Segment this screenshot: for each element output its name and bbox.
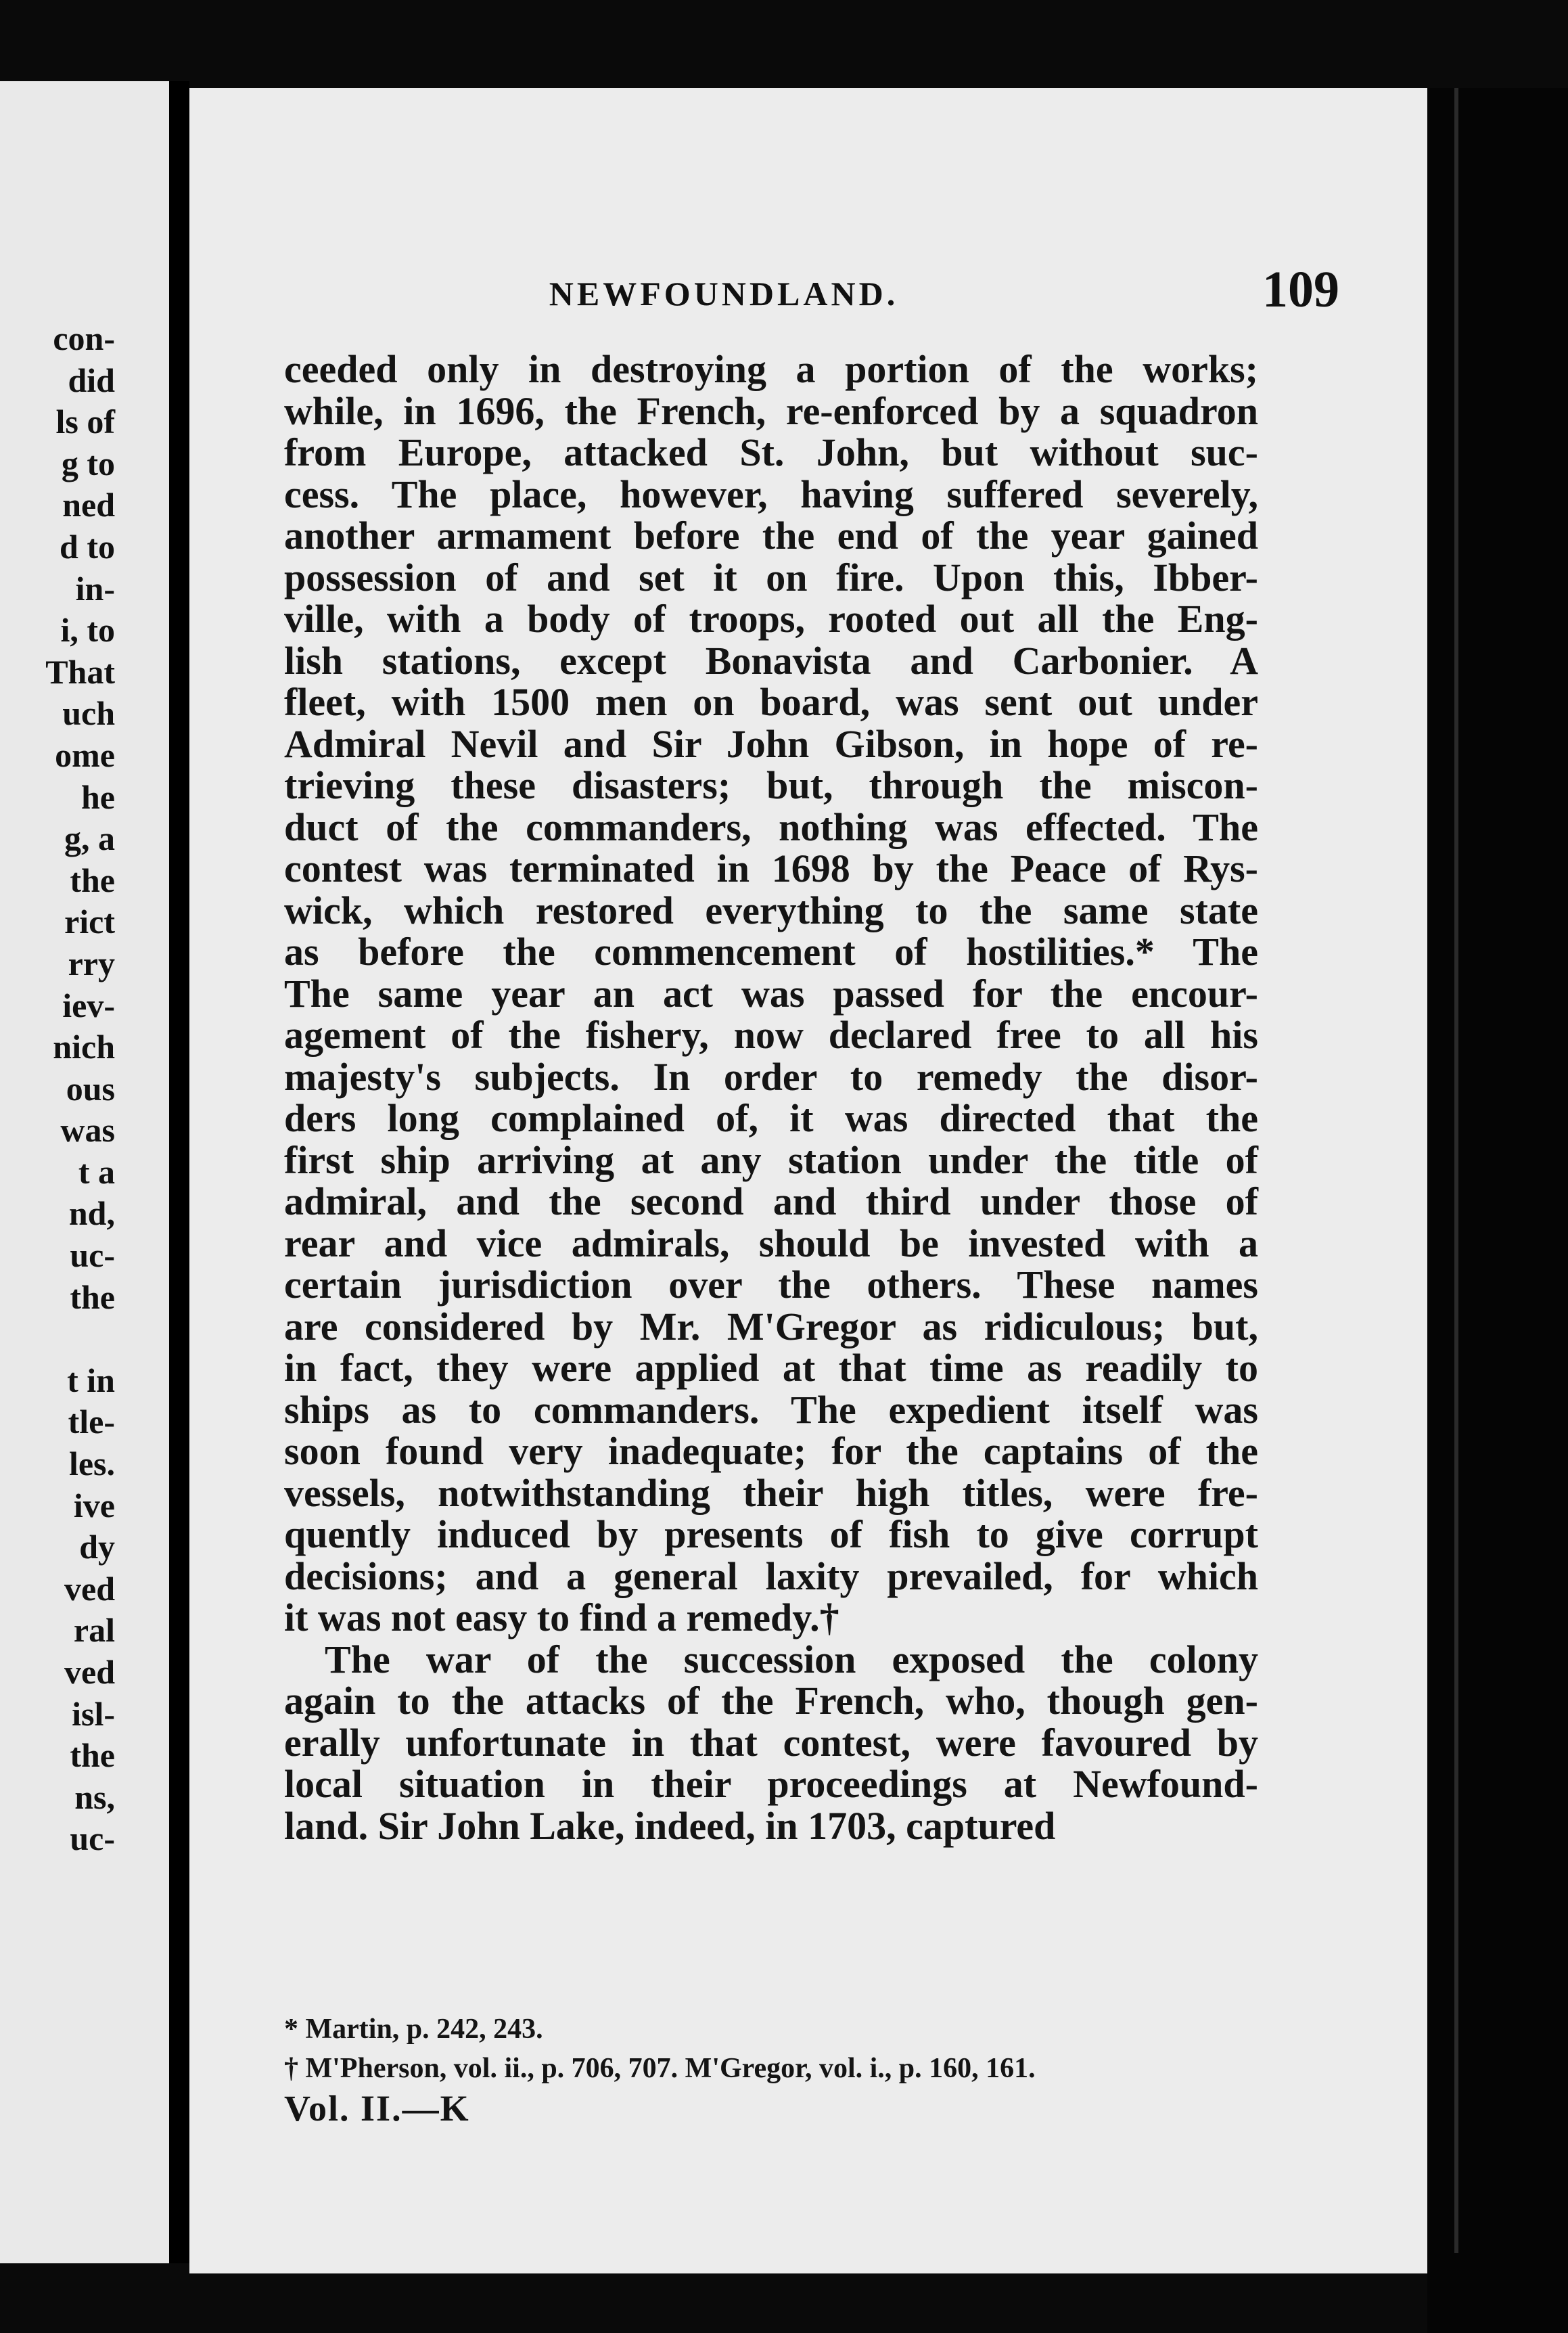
running-title: NEWFOUNDLAND. bbox=[549, 275, 899, 313]
text-line: are considered by Mr. M'Gregor as ridiculous; but, bbox=[284, 1304, 1258, 1349]
book-edge bbox=[1427, 88, 1568, 2333]
facing-page-fragment: nich bbox=[53, 1028, 115, 1066]
text-line: trieving these disasters; but, through the miscon- bbox=[284, 763, 1258, 807]
footnote-1: * Martin, p. 242, 243. bbox=[284, 2014, 543, 2045]
facing-page-fragment: ls of bbox=[55, 403, 115, 441]
text-line: agement of the fishery, now declared free to all his bbox=[284, 1013, 1258, 1057]
footnote-2: † M'Pherson, vol. ii., p. 706, 707. M'Gregor, vol. i., p. 160, 161. bbox=[284, 2053, 1036, 2084]
page bbox=[189, 88, 1427, 2273]
facing-page-fragment: rry bbox=[68, 944, 115, 982]
text-line: first ship arriving at any station under the title of bbox=[284, 1137, 1258, 1182]
facing-page-fragment: d to bbox=[60, 527, 115, 566]
facing-page-fragment: did bbox=[68, 361, 115, 399]
text-line: contest was terminated in 1698 by the Peace of Rys- bbox=[284, 846, 1258, 890]
facing-page-fragment: That bbox=[45, 652, 115, 691]
text-line: ville, with a body of troops, rooted out all the Eng- bbox=[284, 597, 1258, 641]
text-line: in fact, they were applied at that time as readily to bbox=[284, 1346, 1258, 1390]
text-line: rear and vice admirals, should be invested with a bbox=[284, 1221, 1258, 1265]
text-line: another armament before the end of the year gained bbox=[284, 514, 1258, 558]
facing-page-fragment: tle- bbox=[68, 1403, 115, 1441]
text-line: ders long complained of, it was directed that the bbox=[284, 1096, 1258, 1140]
facing-page-fragment: the bbox=[70, 1736, 115, 1775]
facing-page-fragment: uch bbox=[62, 694, 115, 733]
facing-page-fragment: the bbox=[70, 861, 115, 899]
text-line: erally unfortunate in that contest, were favoured by bbox=[284, 1720, 1258, 1765]
text-line: soon found very inadequate; for the captains of the bbox=[284, 1429, 1258, 1473]
facing-page-fragment: i, to bbox=[60, 611, 115, 650]
text-line: duct of the commanders, nothing was effected. The bbox=[284, 805, 1258, 849]
text-line: certain jurisdiction over the others. These names bbox=[284, 1263, 1258, 1307]
facing-page-fragment: ome bbox=[55, 735, 115, 774]
footnotes bbox=[284, 2010, 1285, 2088]
text-line: as before the commencement of hostilities.* The bbox=[284, 930, 1258, 974]
facing-page-fragment: ned bbox=[62, 486, 115, 524]
facing-page-fragment: dy bbox=[79, 1528, 115, 1566]
facing-page-fragment: in- bbox=[75, 569, 115, 608]
signature-mark: Vol. II.—K bbox=[284, 2088, 470, 2129]
facing-page-fragment: isl- bbox=[72, 1694, 115, 1733]
text-line: Admiral Nevil and Sir John Gibson, in hope of re- bbox=[284, 721, 1258, 766]
facing-page-fragment: he bbox=[81, 777, 115, 816]
facing-page-fragment: uc- bbox=[70, 1236, 115, 1275]
text-line: from Europe, attacked St. John, but without suc- bbox=[284, 430, 1258, 474]
text-line: ceeded only in destroying a portion of the works; bbox=[284, 347, 1258, 391]
paragraph-1 bbox=[284, 348, 1258, 1639]
text-line: The same year an act was passed for the encour- bbox=[284, 971, 1258, 1016]
facing-page-fragment: g to bbox=[61, 444, 115, 482]
text-line: The war of the succession exposed the colony bbox=[325, 1637, 1258, 1681]
facing-page-fragment: les. bbox=[68, 1445, 115, 1483]
text-line: fleet, with 1500 men on board, was sent out under bbox=[284, 680, 1258, 724]
text-line: vessels, notwithstanding their high titles, were fre- bbox=[284, 1470, 1258, 1515]
paragraph-2 bbox=[284, 1639, 1258, 1847]
facing-page-fragment: the bbox=[70, 1277, 115, 1316]
facing-page-fragment: ous bbox=[66, 1069, 115, 1108]
text-line: lish stations, except Bonavista and Carbonier. A bbox=[284, 638, 1258, 683]
facing-page-fragment: t a bbox=[78, 1152, 115, 1191]
facing-page-fragment: ral bbox=[73, 1611, 115, 1650]
text-line: cess. The place, however, having suffered severely, bbox=[284, 472, 1258, 516]
page-header bbox=[189, 261, 1427, 328]
facing-page-fragment bbox=[0, 1318, 115, 1360]
facing-page-fragment: t in bbox=[67, 1361, 115, 1399]
text-line: decisions; and a general laxity prevailed, for which bbox=[284, 1554, 1258, 1598]
text-line: while, in 1696, the French, re-enforced by a squadron bbox=[284, 388, 1258, 433]
facing-page-fragment: rict bbox=[64, 903, 115, 941]
facing-page-fragment: ns, bbox=[74, 1777, 115, 1816]
text-line: possession of and set it on fire. Upon this, Ibber- bbox=[284, 555, 1258, 599]
body-text bbox=[284, 348, 1258, 1847]
facing-page-fragment: nd, bbox=[68, 1194, 115, 1233]
facing-page-fragment: iev- bbox=[62, 986, 115, 1024]
facing-page-fragment: g, a bbox=[64, 819, 115, 858]
facing-page-text-fragments bbox=[0, 318, 115, 1860]
text-line: wick, which restored everything to the same state bbox=[284, 888, 1258, 932]
facing-page-fragment: ive bbox=[73, 1486, 115, 1524]
text-line: it was not easy to find a remedy.† bbox=[284, 1595, 839, 1639]
text-line: majesty's subjects. In order to remedy the disor- bbox=[284, 1054, 1258, 1099]
text-line: again to the attacks of the French, who, though gen- bbox=[284, 1679, 1258, 1723]
facing-page-fragment: was bbox=[60, 1111, 115, 1150]
text-line: quently induced by presents of fish to give corrupt bbox=[284, 1512, 1258, 1556]
facing-page-fragment: ved bbox=[64, 1653, 115, 1691]
page-number: 109 bbox=[1262, 261, 1339, 318]
facing-page-fragment: con- bbox=[53, 319, 115, 357]
facing-page-fragment: ved bbox=[64, 1569, 115, 1608]
book-gutter bbox=[169, 81, 189, 2263]
text-line: land. Sir John Lake, indeed, in 1703, captured bbox=[284, 1803, 1056, 1848]
text-line: admiral, and the second and third under those of bbox=[284, 1179, 1258, 1223]
text-line: ships as to commanders. The expedient itself was bbox=[284, 1387, 1258, 1432]
facing-page-fragment: uc- bbox=[70, 1819, 115, 1858]
text-line: local situation in their proceedings at Newfound- bbox=[284, 1762, 1258, 1806]
